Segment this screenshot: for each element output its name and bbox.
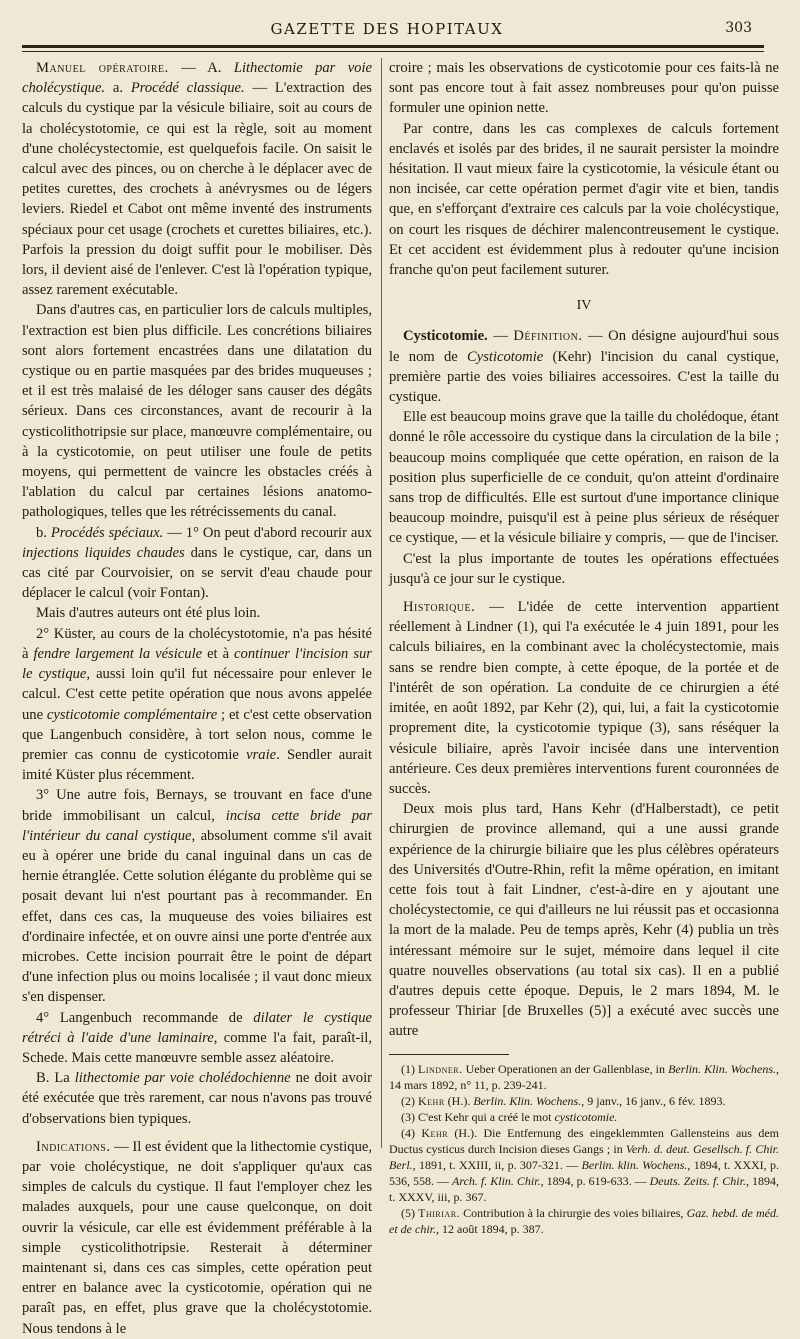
left-column	[22, 58, 372, 1339]
run-in-heading: Définition.	[513, 328, 583, 345]
italic-term: incisa cette bride par l'intérieur du canal cystique	[22, 807, 372, 844]
italic-subheading: Procédés spéciaux.	[50, 524, 164, 541]
paragraph-choledochienne	[22, 1068, 372, 1129]
italic-term: injections liquides chaudes	[22, 544, 185, 561]
text-run: a.	[112, 80, 131, 97]
text-run: Contribution à la chirurgie des voies biliaires,	[460, 1205, 687, 1220]
italic-subheading: Lithectomie par voie cholécystique.	[22, 60, 373, 97]
text-run: , comme l'a fait, paraît-il, Schede. Mais cette manœuvre semble assez aléatoire.	[22, 1029, 372, 1066]
text-run: (H.). Die Entfernung des eingeklemmten Gallensteins aus dem Ductus cysticus durch Incision dieses Gangs ; in	[389, 1125, 779, 1156]
italic-term: Arch. f. Klin. Chir.	[452, 1173, 541, 1188]
text-run: 4° Langenbuch recommande de	[36, 1009, 254, 1026]
italic-term: Cysticotomie	[467, 348, 544, 365]
running-title: GAZETTE DES HOPITAUX	[270, 20, 504, 38]
footnote-3	[389, 1109, 779, 1125]
footnote-2	[389, 1093, 779, 1109]
spacer	[389, 589, 779, 597]
text-run: — On désigne aujourd'hui sous le nom de	[389, 328, 780, 365]
text-run: Ueber Operationen an der Gallenblase, in	[462, 1061, 669, 1076]
italic-term: dilater le cystique rétréci à l'aide d'une laminaire	[22, 1009, 373, 1046]
italic-term: continuer l'incision sur le cystique	[22, 645, 372, 683]
text-run: dans le cystique, car, dans un cas cité par Courvoisier, on se servit d'eau chaude pour déplacer le calcul (voir Fontan).	[22, 544, 372, 602]
run-in-heading: Indications.	[36, 1138, 111, 1155]
paragraph-langenbuch	[22, 1008, 372, 1069]
italic-term: cysticotomie complémentaire	[46, 706, 218, 723]
section-number: IV	[576, 298, 592, 314]
text-run: , aussi loin qu'il fut nécessaire pour enlever le calcul. C'est cette petite opération que nous avons appelée une	[22, 666, 372, 723]
text-run: (2)	[401, 1093, 418, 1108]
paragraph: Par contre, dans les cas complexes de calculs fortement enclavés et isolés par des brides, il ne saurait persister la moindre hésitation. Il vaut mieux faire la cysticotomie, la vésicule étant ou non incisée, car cette opération permet d'agir vite et bien, tandis que, en s'efforçant d'extraire ces calculs par la voie cholécystique, on court les risques de déchirer malencontreusement le cystique. Et cet accident est évidemment plus à redouter qu'une incision franche qu'on peut facilement suturer.	[389, 120, 779, 279]
author-name: Thiriar.	[418, 1205, 461, 1220]
text-run: (4)	[401, 1125, 422, 1140]
paragraph: Elle est beaucoup moins grave que la taille du cholédoque, étant donné le rôle accessoire du cystique dans la circulation de la bile ; beaucoup moins compliquée que cette opération, en raison de la position plus superficielle de ce conduit, qu'on atteint d'ordinaire sans trop de difficultés. Elle est surtout d'une importance clinique beaucoup moindre, puisqu'il est à peine plus sérieux de réséquer ce cystique, — et la vésicule biliaire y compris, — que de l'inciser.	[389, 409, 779, 547]
page-number: 303	[725, 20, 752, 36]
text-run: et à	[202, 645, 235, 662]
text-run: . Sendler aurait imité Küster plus récemment.	[22, 746, 373, 784]
text-run: — A.	[168, 60, 234, 76]
text-run: , 9 janv., 16 janv., 6 fév. 1893.	[581, 1093, 726, 1108]
text-run: , 1894, t. XXXV, iii, p. 367.	[389, 1173, 779, 1204]
footnote-1	[389, 1061, 779, 1093]
text-run: , 14 mars 1892, n° 11, p. 239-241.	[389, 1061, 780, 1092]
text-run: B. La	[36, 1070, 75, 1087]
text-run: — L'idée de cette intervention appartient réellement à Lindner (1), qui l'a exécutée le 4 juin 1891, pour les calculs biliaires, en la combinant avec la cholécystectomie, mais sans se rendre bien compte, à cette époque, de la portée et de l'intérêt de son opération. La conduite de ce chirurgien a été imitée, en août 1892, par Kehr (2), qui, lui, a fait la cysticotomie proprement dite, la cysticotomie typique (3), sans réséquer la vésicule biliaire, après l'avoir incisée dans une intervention antérieure. Ces deux premières interventions furent couronnées de succès.	[389, 599, 779, 797]
header-thick-rule	[22, 45, 764, 48]
text-run: — L'extraction des calculs du cystique par la vésicule biliaire, soit au cours de la cholécystotomie, ce qui est la règle, soit au moment d'une cholécystectomie, est quelquefois facile. On saisit le calcul avec des pinces, ou on cherche à le déplacer avec de petites curettes, des crochets à anévrysmes ou de légers leviers. Riedel et Cabot ont même inventé des instruments spéciaux pour cet usage (crochets et curettes biliaires, etc.). Parfois la pression du doigt suffit pour le mobiliser. Dès lors, il devient aisé de l'enlever. C'est là l'opération typique, assez rarement exécutable.	[22, 80, 372, 299]
text-run: (Kehr) l'incision du canal cystique, première partie des voies biliaires accessoires. C'est la taille du cystique.	[389, 348, 779, 406]
paragraph-bernays	[22, 785, 372, 1007]
text-run: — 1° On peut d'abord recourir aux	[163, 524, 372, 541]
text-run: (H.).	[444, 1093, 474, 1108]
italic-term: Deuts. Zeits. f. Chir.	[649, 1173, 746, 1188]
text-run: , 1894, t. XXXI, p. 536, 558. —	[389, 1157, 779, 1188]
text-run: (3) C'est Kehr qui a créé le mot	[401, 1109, 555, 1124]
text-run: , 1894, p. 619-633. —	[540, 1173, 650, 1188]
text-run: (1)	[401, 1061, 419, 1076]
paragraph: C'est la plus importante de toutes les opérations effectuées jusqu'à ce jour sur le cystique.	[389, 550, 779, 587]
paragraph-continued: croire ; mais les observations de cysticotomie pour ces faits-là ne sont pas encore tout à fait assez nombreuses pour qu'on puisse formuler une opinion nette.	[389, 60, 779, 117]
text-run: — Il est évident que la lithectomie cystique, par voie cholécystique, ne doit s'appliquer qu'aux cas simples de calculs du cystique. Il faut l'employer chez les malades auxquels, pour une cause quelconque, on doit ouvrir la vésicule, car elle est évidemment préférable à la simple cysticolithotripsie. Resterait à déterminer maintenant si, dans ces cas simples, cette opération peut entrer en balance avec la cysticotomie, opération qui ne paraît pas, en effet, plus grave que la cholécystotomie. Nous tendons à le	[22, 1138, 372, 1337]
paragraph-cysticotomie: Cysticotomie. — Définition. — On désigne aujourd'hui sous le nom de Cysticotomie (Kehr) l'incision du canal cystique, première partie des voies biliaires accessoires. C'est la taille du cystique.	[389, 328, 780, 406]
text-run: , absolument comme s'il avait eu à opérer une bride du canal inguinal dans un cas de hernie étranglée. Cette solution élégante du problème qui se posait devant lui n'est pourtant pas à recommander. En effet, dans ces cas, la muqueuse des voies biliaires est d'ordinaire infectée, et on ouvre ainsi une porte d'entrée aux microbes. Cette incision pourrait être le point de départ d'une infection plus ou moins localisée ; il vaut donc mieux s'en dispenser.	[22, 827, 372, 1006]
italic-term: Berlin. Klin. Wochens.	[473, 1093, 582, 1108]
text-run: , 12 août 1894, p. 387.	[436, 1221, 544, 1236]
paragraph-historique	[389, 597, 779, 799]
italic-term: fendre largement la vésicule	[33, 645, 203, 662]
paragraph: Deux mois plus tard, Hans Kehr (d'Halberstadt), ce petit chirurgien de province allemand, qui a une aussi grande expérience de la chirurgie biliaire que les plus célèbres opérateurs des Universités d'Outre-Rhin, refit la même opération, en imitant cette fois tout à fait Lindner, c'est-à-dire en y ajoutant une cholécystectomie, ce qui d'ailleurs ne lui réussit pas et occasionna la mort de la malade. Peu de temps après, Kehr (4) publia un très intéressant mémoire sur le sujet, mémoire dans lequel il cite quatre nouvelles observations (au total six cas). Il en a publié d'autres depuis cette époque. Depuis, le 2 mars 1894, M. le professeur Thiriar [de Bruxelles (5)] a exécuté avec succès une autre	[389, 801, 779, 1040]
column-divider	[381, 58, 382, 1148]
bold-heading: Cysticotomie.	[403, 328, 488, 345]
italic-term: cysticotomie.	[554, 1109, 618, 1124]
text-run: (5)	[401, 1205, 419, 1220]
italic-subheading: Procédé classique.	[130, 80, 245, 97]
italic-term: Gaz. hebd. de méd. et de chir.	[389, 1205, 779, 1236]
paragraph-manuel-operatoire	[22, 58, 372, 300]
paragraph-procedes-speciaux	[22, 523, 372, 604]
text-run: , 1891, t. XXIII, ii, p. 307-321. —	[412, 1157, 582, 1172]
italic-term: lithectomie par voie cholédochienne	[74, 1070, 291, 1087]
right-column	[389, 58, 779, 1237]
run-in-heading: Historique.	[403, 599, 476, 616]
spacer	[22, 1129, 372, 1137]
paragraph: Dans d'autres cas, en particulier lors de calculs multiples, l'extraction est bien plus difficile. Les concrétions biliaires sont alors fortement encastrées dans une dilatation du cystique ou en partie masquées par des brides muqueuses ; et il est très malaisé de les déloger sans causer des dégâts sérieux. Dans ces circonstances, avant de recourir à la cysticolithotripsie sur place, manœuvre complémentaire, ou à la cysticotomie, on peut utiliser une foule de petits moyens, qui permettent de vaincre les obstacles créés à l'ablation du calcul par certaines lésions anatomo-pathologiques, telles que les rétrécissements du canal.	[22, 302, 372, 521]
page-header	[22, 18, 752, 40]
header-thin-rule	[22, 51, 764, 52]
text-run: ; et c'est cette observation que Langenbuch considère, à tort selon nous, comme le premier cas connu de cysticotomie	[22, 706, 372, 763]
run-in-heading: Manuel opératoire.	[36, 60, 169, 76]
author-name: Kehr	[421, 1125, 449, 1140]
paragraph: Mais d'autres auteurs ont été plus loin.	[36, 605, 261, 622]
italic-term: vraie	[246, 746, 277, 763]
paragraph-kuster	[22, 624, 372, 786]
footnote-rule	[389, 1054, 509, 1055]
italic-term: Verh. d. deut. Gesellsch. f. Chir. Berl.	[389, 1141, 780, 1172]
text-run: b.	[36, 524, 51, 541]
footnote-4	[389, 1125, 779, 1205]
footnote-5	[389, 1205, 779, 1237]
author-name: Kehr	[418, 1093, 445, 1108]
text-run: ne doit avoir été exécutée que très rarement, car nous n'avons pas trouvé d'observations bien typiques.	[22, 1070, 372, 1127]
text-run: 3° Une autre fois, Bernays, se trouvant en face d'une bride immobilisant un calcul,	[22, 787, 372, 824]
italic-term: Berlin. klin. Wochens.	[581, 1157, 688, 1172]
paragraph-indications	[22, 1137, 372, 1339]
text-run: 2° Küster, au cours de la cholécystotomie, n'a pas hésité à	[22, 625, 372, 662]
italic-term: Berlin. Klin. Wochens.	[668, 1061, 777, 1076]
author-name: Lindner.	[418, 1061, 463, 1076]
